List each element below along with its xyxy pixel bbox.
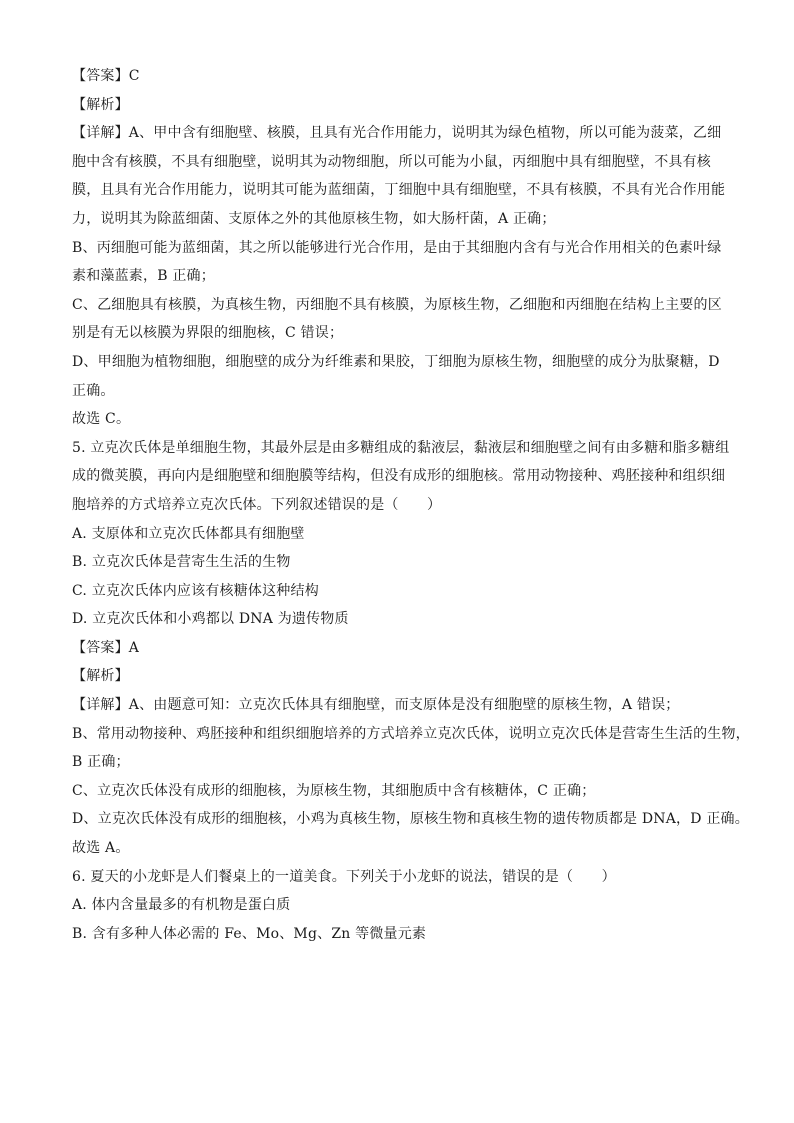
question-stem: 成的微荚膜，再向内是细胞壁和细胞膜等结构，但没有成形的细胞核。常用动物接种、鸡胚接种和组织细	[72, 468, 726, 485]
option-d: D. 立克次氏体和小鸡都以 DNA 为遗传物质	[72, 611, 349, 628]
option-b: B. 立克次氏体是营寄生生活的生物	[72, 554, 291, 571]
answer-label: 【答案】A	[72, 639, 140, 656]
detail-line: C、乙细胞具有核膜，为真核生物，丙细胞不具有核膜，为原核生物，乙细胞和丙细胞在结构上主要的区	[72, 296, 722, 313]
detail-line: 膜，且具有光合作用能力，说明其可能为蓝细菌，丁细胞中具有细胞壁，不具有核膜，不具有光合作用能	[72, 182, 726, 199]
detail-line: 【详解】A、由题意可知：立克次氏体具有细胞壁，而支原体是没有细胞壁的原核生物，A 错误；	[72, 697, 680, 714]
option-c: C. 立克次氏体内应该有核糖体这种结构	[72, 582, 319, 599]
detail-line: D、甲细胞为植物细胞，细胞壁的成分为纤维素和果胶，丁细胞为原核生物，细胞壁的成分为肽聚糖，D	[72, 353, 720, 370]
option-a: A. 支原体和立克次氏体都具有细胞壁	[72, 525, 305, 542]
detail-line: 别是有无以核膜为界限的细胞核，C 错误；	[72, 325, 344, 342]
option-b: B. 含有多种人体必需的 Fe、Mo、Mg、Zn 等微量元素	[72, 925, 427, 942]
detail-line: 正确。	[72, 382, 115, 399]
conclusion-line: 故选 C。	[72, 411, 131, 428]
question-stem: 5. 立克次氏体是单细胞生物，其最外层是由多糖组成的黏液层，黏液层和细胞壁之间有由多糖和脂多糖组	[72, 439, 730, 456]
option-a: A. 体内含量最多的有机物是蛋白质	[72, 897, 291, 914]
detail-line: B 正确；	[72, 754, 130, 771]
conclusion-line: 故选 A。	[72, 840, 130, 857]
detail-line: B、常用动物接种、鸡胚接种和组织细胞培养的方式培养立克次氏体，说明立克次氏体是营寄生生活的生物，	[72, 725, 750, 742]
analysis-label: 【解析】	[72, 96, 129, 113]
question-stem: 胞培养的方式培养立克次氏体。下列叙述错误的是（ ）	[72, 496, 442, 513]
detail-line: B、丙细胞可能为蓝细菌，其之所以能够进行光合作用，是由于其细胞内含有与光合作用相关的色素叶绿	[72, 239, 722, 256]
detail-line: C、立克次氏体没有成形的细胞核，为原核生物，其细胞质中含有核糖体，C 正确；	[72, 782, 596, 799]
answer-label: 【答案】C	[72, 68, 140, 84]
document-body	[72, 62, 750, 948]
detail-line: 力，说明其为除蓝细菌、支原体之外的其他原核生物，如大肠杆菌，A 正确；	[72, 210, 556, 227]
analysis-label: 【解析】	[72, 668, 129, 685]
detail-line: 素和藻蓝素，B 正确；	[72, 268, 215, 285]
question-stem: 6. 夏天的小龙虾是人们餐桌上的一道美食。下列关于小龙虾的说法，错误的是（ ）	[72, 868, 616, 885]
detail-line: D、立克次氏体没有成形的细胞核，小鸡为真核生物，原核生物和真核生物的遗传物质都是 DNA，D 正确。	[72, 811, 749, 828]
detail-line: 胞中含有核膜，不具有细胞壁，说明其为动物细胞，所以可能为小鼠，丙细胞中具有细胞壁，不具有核	[72, 153, 711, 170]
detail-line: 【详解】A、甲中含有细胞壁、核膜，且具有光合作用能力，说明其为绿色植物，所以可能为菠菜，乙细	[72, 125, 722, 142]
